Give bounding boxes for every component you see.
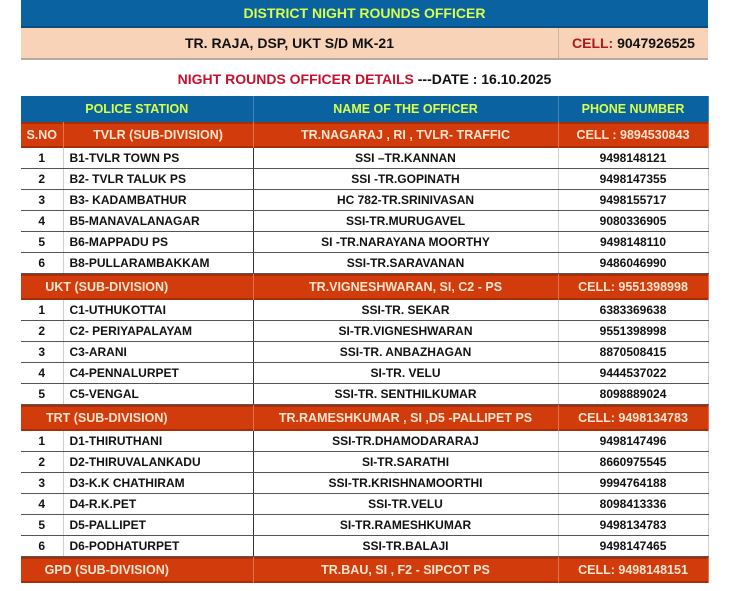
row-phone: 9080336905 [558, 211, 708, 232]
row-sno: 3 [21, 473, 63, 494]
row-phone: 8660975545 [558, 452, 708, 473]
row-officer: SSI –TR.KANNAN [253, 148, 558, 169]
details-heading-label: NIGHT ROUNDS OFFICER DETAILS [177, 71, 414, 87]
subdivision-officer: TR.RAMESHKUMAR , SI ,D5 -PALLIPET PS [253, 405, 558, 432]
row-phone: 9994764188 [558, 473, 708, 494]
row-sno: 4 [21, 494, 63, 515]
table-row [21, 342, 708, 363]
row-officer: HC 782-TR.SRINIVASAN [253, 190, 558, 211]
details-heading [21, 60, 708, 96]
row-sno: 3 [21, 342, 63, 363]
table-row [21, 536, 708, 557]
subdivision-officer: TR.BAU, SI , F2 - SIPCOT PS [253, 557, 558, 584]
table-row [21, 473, 708, 494]
row-officer: SSI-TR.KRISHNAMOORTHI [253, 473, 558, 494]
row-sno: 5 [21, 515, 63, 536]
row-officer: SSI-TR. SENTHILKUMAR [253, 384, 558, 405]
table-header-row [21, 96, 708, 122]
document [21, 0, 708, 583]
row-sno: 6 [21, 253, 63, 274]
row-officer: SSI-TR. ANBAZHAGAN [253, 342, 558, 363]
subdivision-officer: TR.VIGNESHWARAN, SI, C2 - PS [253, 274, 558, 301]
row-sno: 4 [21, 363, 63, 384]
row-phone: 9444537022 [558, 363, 708, 384]
row-police-station: C4-PENNALURPET [63, 363, 253, 384]
table-row [21, 232, 708, 253]
row-officer: SSI-TR.SARAVANAN [253, 253, 558, 274]
row-sno: 5 [21, 384, 63, 405]
table-row [21, 321, 708, 342]
row-police-station: C1-UTHUKOTTAI [63, 300, 253, 321]
row-phone: 6383369638 [558, 300, 708, 321]
row-officer: SI-TR.SARATHI [253, 452, 558, 473]
dsp-name: TR. RAJA, DSP, UKT S/D MK-21 [21, 28, 559, 58]
table-row [21, 494, 708, 515]
row-sno: 3 [21, 190, 63, 211]
table-row [21, 431, 708, 452]
dsp-cell-label: CELL: [572, 35, 614, 51]
table-row [21, 148, 708, 169]
row-police-station: B8-PULLARAMBAKKAM [63, 253, 253, 274]
row-officer: SSI-TR.MURUGAVEL [253, 211, 558, 232]
row-sno: 2 [21, 452, 63, 473]
column-header-sno: S.NO [21, 122, 63, 148]
row-phone: 9486046990 [558, 253, 708, 274]
row-sno: 4 [21, 211, 63, 232]
subdivision-cell: CELL : 9894530843 [558, 122, 708, 148]
row-sno: 2 [21, 169, 63, 190]
subdivision-name: TRT (SUB-DIVISION) [21, 405, 253, 432]
row-police-station: B6-MAPPADU PS [63, 232, 253, 253]
table-row [21, 253, 708, 274]
row-police-station: B5-MANAVALANAGAR [63, 211, 253, 232]
row-phone: 9498148121 [558, 148, 708, 169]
table-row [21, 190, 708, 211]
subdivision-officer: TR.NAGARAJ , RI , TVLR- TRAFFIC [253, 122, 558, 148]
table-row [21, 384, 708, 405]
subdivision-row [21, 405, 708, 432]
row-phone: 9498147465 [558, 536, 708, 557]
table-row [21, 363, 708, 384]
table-row [21, 211, 708, 232]
row-police-station: C5-VENGAL [63, 384, 253, 405]
row-phone: 8098413336 [558, 494, 708, 515]
subdivision-name: TVLR (SUB-DIVISION) [63, 122, 253, 148]
row-officer: SSI-TR.BALAJI [253, 536, 558, 557]
row-sno: 2 [21, 321, 63, 342]
row-officer: SI-TR.RAMESHKUMAR [253, 515, 558, 536]
row-officer: SI-TR.VIGNESHWARAN [253, 321, 558, 342]
row-sno: 1 [21, 431, 63, 452]
row-police-station: D6-PODHATURPET [63, 536, 253, 557]
row-officer: SSI-TR.DHAMODARARAJ [253, 431, 558, 452]
subdivision-cell: CELL: 9498134783 [558, 405, 708, 432]
table-row [21, 169, 708, 190]
subdivision-row [21, 274, 708, 301]
row-police-station: D5-PALLIPET [63, 515, 253, 536]
column-header-phone: PHONE NUMBER [558, 96, 708, 122]
row-police-station: B1-TVLR TOWN PS [63, 148, 253, 169]
table-row [21, 515, 708, 536]
dsp-cell [559, 28, 708, 58]
row-police-station: D4-R.K.PET [63, 494, 253, 515]
column-header-police-station: POLICE STATION [21, 96, 253, 122]
row-phone: 9551398998 [558, 321, 708, 342]
row-sno: 1 [21, 300, 63, 321]
row-officer: SSI -TR.GOPINATH [253, 169, 558, 190]
row-police-station: B3- KADAMBATHUR [63, 190, 253, 211]
details-heading-date: ---DATE : 16.10.2025 [417, 71, 552, 87]
document-title: DISTRICT NIGHT ROUNDS OFFICER [21, 0, 708, 28]
table-row [21, 300, 708, 321]
dsp-info-bar [21, 28, 708, 60]
row-police-station: C2- PERIYAPALAYAM [63, 321, 253, 342]
subdivision-row [21, 122, 708, 148]
row-sno: 6 [21, 536, 63, 557]
subdivision-name: GPD (SUB-DIVISION) [21, 557, 253, 584]
subdivision-cell: CELL: 9551398998 [558, 274, 708, 301]
dsp-cell-number: 9047926525 [617, 35, 695, 51]
row-officer: SI-TR. VELU [253, 363, 558, 384]
row-phone: 9498134783 [558, 515, 708, 536]
row-officer: SI -TR.NARAYANA MOORTHY [253, 232, 558, 253]
row-phone: 9498155717 [558, 190, 708, 211]
subdivision-name: UKT (SUB-DIVISION) [21, 274, 253, 301]
row-police-station: D1-THIRUTHANI [63, 431, 253, 452]
table-row [21, 452, 708, 473]
row-phone: 8870508415 [558, 342, 708, 363]
row-phone: 9498147496 [558, 431, 708, 452]
row-officer: SSI-TR. SEKAR [253, 300, 558, 321]
row-phone: 8098889024 [558, 384, 708, 405]
column-header-officer: NAME OF THE OFFICER [253, 96, 558, 122]
row-phone: 9498148110 [558, 232, 708, 253]
row-officer: SSI-TR.VELU [253, 494, 558, 515]
officer-table [21, 96, 709, 583]
row-sno: 1 [21, 148, 63, 169]
subdivision-cell: CELL: 9498148151 [558, 557, 708, 584]
row-police-station: C3-ARANI [63, 342, 253, 363]
row-police-station: B2- TVLR TALUK PS [63, 169, 253, 190]
row-police-station: D3-K.K CHATHIRAM [63, 473, 253, 494]
subdivision-row [21, 557, 708, 584]
row-sno: 5 [21, 232, 63, 253]
row-police-station: D2-THIRUVALANKADU [63, 452, 253, 473]
row-phone: 9498147355 [558, 169, 708, 190]
